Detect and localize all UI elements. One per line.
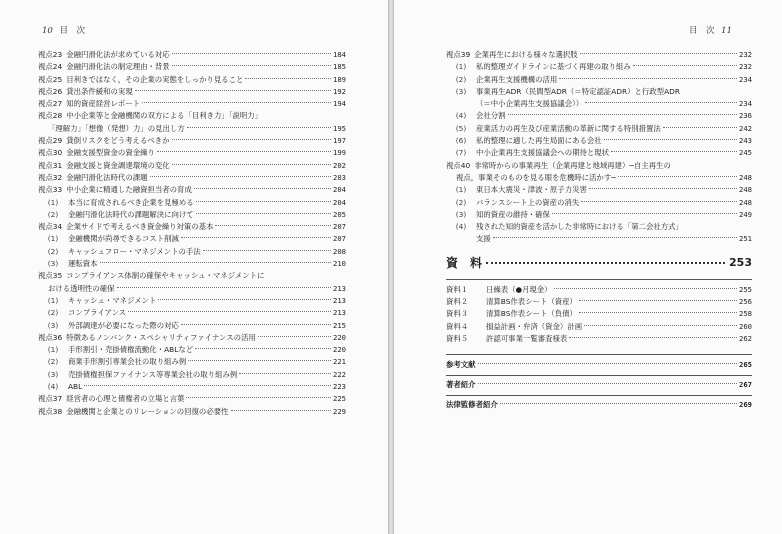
- toc-entry-number: 視点40: [446, 160, 471, 170]
- leader-dots: [158, 298, 331, 300]
- toc-entry[interactable]: [446, 209, 752, 221]
- toc-entry[interactable]: [38, 135, 346, 147]
- toc-entry-title: コンプライアンス体制の確保やキャッシュ・マネジメントに: [66, 271, 265, 281]
- back-matter-divider: [446, 395, 752, 396]
- toc-entry-title: 貸出条件緩和の実現: [66, 86, 133, 96]
- toc-entry-title: 参考文献: [446, 360, 476, 370]
- toc-entry-page: 236: [739, 111, 752, 121]
- toc-entry-title: 非常時からの事業再生（企業再建と地域再建）─自主再生の: [474, 160, 671, 170]
- toc-entry-title: 清算BS作表シート（資産）: [486, 297, 577, 307]
- toc-entry-number: (2): [47, 209, 59, 219]
- toc-entry-page: 269: [739, 400, 752, 410]
- toc-entry-number: (2): [47, 308, 59, 318]
- running-head-right: [689, 24, 736, 36]
- leader-dots: [215, 224, 331, 226]
- back-matter-list: [446, 359, 752, 413]
- toc-entry[interactable]: [38, 221, 346, 233]
- leader-dots: [585, 101, 737, 103]
- toc-entry-page: 204: [333, 197, 346, 207]
- toc-entry-number: (2): [455, 74, 467, 84]
- toc-entry-page: 207: [333, 222, 346, 232]
- running-head-left: [38, 24, 85, 36]
- leader-dots: [508, 113, 737, 115]
- leader-dots: [172, 138, 332, 140]
- toc-entry-page: 215: [333, 320, 346, 330]
- toc-entry[interactable]: [38, 98, 346, 110]
- leader-dots: [554, 287, 737, 289]
- toc-entry-number: (3): [455, 86, 467, 96]
- leader-dots: [181, 236, 331, 238]
- toc-entry[interactable]: [38, 147, 346, 159]
- toc-entry-number: 視点24: [38, 62, 63, 72]
- leader-dots: [172, 52, 331, 54]
- toc-entry[interactable]: [38, 74, 346, 86]
- toc-entry[interactable]: [38, 295, 346, 307]
- leader-dots: [186, 396, 331, 398]
- leader-dots: [559, 77, 737, 79]
- toc-entry-page: 232: [739, 62, 752, 72]
- toc-entry-number: (1): [47, 234, 59, 244]
- toc-entry-number: 視点26: [38, 86, 63, 96]
- toc-entry-title: 視点，事業そのものを見る眼を危機時に活かす─: [456, 172, 616, 182]
- toc-entry-number: (6): [455, 136, 467, 146]
- toc-entry-number: (2): [47, 357, 59, 367]
- leader-dots: [478, 362, 737, 364]
- toc-entry-number: 資料４: [446, 321, 469, 331]
- toc-entry-page: 265: [739, 360, 752, 370]
- toc-entry[interactable]: [446, 98, 752, 110]
- toc-entry[interactable]: [38, 307, 346, 319]
- toc-entry-title: キャッシュ・マネジメント: [68, 295, 157, 305]
- toc-entry-title: 法律監修者紹介: [446, 400, 498, 410]
- toc-entry[interactable]: [38, 393, 346, 405]
- toc-entry[interactable]: [446, 233, 752, 245]
- toc-entry-page: 258: [739, 309, 752, 319]
- toc-entry-number: (3): [47, 259, 59, 269]
- toc-entry-number: 視点35: [38, 271, 63, 281]
- toc-entry-title: 売掛債権担保ファイナンス等専業会社の取り組み例: [68, 369, 238, 379]
- toc-entry-number: 視点38: [38, 406, 63, 416]
- toc-entry[interactable]: [38, 406, 346, 418]
- toc-entry-number: 視点23: [38, 50, 63, 59]
- toc-entry[interactable]: [446, 49, 752, 61]
- toc-entry-title: ABL: [68, 382, 83, 392]
- leader-dots: [589, 187, 737, 189]
- leader-dots: [663, 126, 737, 128]
- toc-entry-page: 248: [739, 197, 752, 207]
- toc-entry-page: 251: [739, 234, 752, 244]
- toc-entry[interactable]: [38, 49, 346, 61]
- toc-entry-title: 本当に育成されるべき企業を見極める: [68, 197, 194, 207]
- appendix-entry[interactable]: [446, 284, 752, 296]
- toc-entry-page: 205: [333, 209, 346, 219]
- leader-dots: [604, 138, 737, 140]
- leader-dots: [142, 101, 331, 103]
- leader-dots: [135, 89, 331, 91]
- toc-entry-page: 202: [333, 160, 346, 170]
- toc-entry-number: (1): [455, 185, 467, 195]
- leader-dots: [172, 64, 331, 66]
- toc-entry-title: 中小企業に精通した融資担当者の育成: [66, 185, 192, 195]
- leader-dots: [195, 347, 331, 349]
- toc-entry-title: 著者紹介: [446, 380, 476, 390]
- toc-entry[interactable]: [446, 86, 752, 98]
- toc-entry-title: バランスシート上の資産の消失: [476, 197, 580, 207]
- toc-entry-page: 213: [333, 283, 346, 293]
- toc-entry-number: (1): [455, 62, 467, 72]
- appendix-heading: [446, 250, 752, 276]
- toc-entry[interactable]: [38, 320, 346, 332]
- toc-entry[interactable]: [446, 160, 752, 172]
- right-page: [394, 0, 782, 534]
- toc-entry-title: 金融機関が尚尋できるコスト削減: [68, 234, 179, 244]
- toc-entry[interactable]: [38, 369, 346, 381]
- toc-entry-number: (1): [47, 197, 59, 207]
- toc-entry-number: (3): [47, 369, 59, 379]
- leader-dots: [194, 187, 331, 189]
- toc-entry-page: 229: [333, 406, 346, 416]
- toc-entry-title: 中小企業等と金融機関の双方による「目利き力」「説明力」: [66, 111, 263, 121]
- toc-entry-number: 視点32: [38, 172, 63, 182]
- toc-entry[interactable]: [38, 344, 346, 356]
- toc-entry[interactable]: [446, 61, 752, 73]
- leader-dots: [584, 324, 737, 326]
- toc-entry-title: 金融支援と資金調達環境の変化: [66, 160, 170, 170]
- appendix-entry[interactable]: [446, 333, 752, 345]
- leader-dots: [580, 52, 737, 54]
- toc-entry[interactable]: [38, 172, 346, 184]
- toc-entry-page: 192: [333, 86, 346, 96]
- toc-entry-page: 260: [739, 321, 752, 331]
- toc-entry[interactable]: [38, 258, 346, 270]
- toc-entry[interactable]: [38, 283, 346, 295]
- toc-entry-title: 「理解力」「想像（発想）力」の見出し方: [48, 123, 185, 133]
- toc-entry-page: 208: [333, 246, 346, 256]
- appendix-entry[interactable]: [446, 321, 752, 333]
- leader-dots: [581, 200, 737, 202]
- toc-entry-title: 中小企業再生支援協議会への期待と現状: [476, 148, 610, 158]
- toc-entry-title: おける透明性の確保: [48, 283, 115, 293]
- toc-entry-title: コンプライアンス: [68, 308, 127, 318]
- toc-entry[interactable]: [38, 184, 346, 196]
- leader-dots: [493, 236, 737, 238]
- toc-entry-page: 220: [333, 345, 346, 355]
- toc-entry[interactable]: [446, 197, 752, 209]
- toc-entry-number: 視点25: [38, 74, 63, 84]
- toc-entry-number: 視点31: [38, 160, 63, 170]
- toc-entry-number: (2): [455, 197, 467, 207]
- leader-dots: [196, 200, 331, 202]
- back-matter-divider: [446, 375, 752, 376]
- toc-entry-title: 会社分割: [476, 111, 506, 121]
- toc-entry-title: 私的整理に適した再生局面にある会社: [476, 136, 602, 146]
- toc-entry-number: (2): [47, 246, 59, 256]
- toc-entry-number: (1): [47, 345, 59, 355]
- toc-list-right: [446, 49, 752, 413]
- leader-dots: [196, 212, 331, 214]
- appendix-page: 253: [729, 255, 752, 269]
- appendix-entry[interactable]: [446, 296, 752, 308]
- toc-entry-title: 産業活力の再生及び産業活動の革新に関する特別措置法: [476, 123, 661, 133]
- toc-entry-title: 経営者の心理と債権者の立場と言葉: [66, 394, 185, 404]
- toc-entry-page: 207: [333, 234, 346, 244]
- toc-entry-page: 223: [333, 382, 346, 392]
- toc-entry-number: 視点36: [38, 332, 63, 342]
- leader-dots: [486, 262, 725, 264]
- running-head-title: 目 次: [59, 26, 86, 36]
- leader-dots: [478, 382, 737, 384]
- toc-entry-page: 197: [333, 136, 346, 146]
- toc-entry[interactable]: [38, 110, 346, 122]
- toc-entry-title: 目利きではなく，その企業の実態をしっかり見ること: [66, 74, 244, 84]
- toc-entry[interactable]: [38, 209, 346, 221]
- toc-entry[interactable]: [446, 135, 752, 147]
- leader-dots: [203, 249, 331, 251]
- toc-entry[interactable]: [38, 197, 346, 209]
- back-matter-entry[interactable]: [446, 359, 752, 373]
- toc-entry-page: 262: [739, 333, 752, 343]
- toc-entry-page: 243: [739, 136, 752, 146]
- page-number: 11: [721, 26, 732, 36]
- toc-entry[interactable]: [38, 123, 346, 135]
- toc-entry-page: 213: [333, 295, 346, 305]
- leader-dots: [117, 286, 331, 288]
- toc-entry-page: 249: [739, 209, 752, 219]
- toc-entry-title: 支援: [476, 234, 491, 244]
- toc-entry-page: 199: [333, 148, 346, 158]
- toc-entry-page: 222: [333, 369, 346, 379]
- leader-dots: [84, 384, 331, 386]
- toc-entry-title: 商業手形割引専業会社の取り組み例: [68, 357, 187, 367]
- leader-dots: [579, 299, 737, 301]
- toc-entry-title: 金融機関と企業とのリレーションの回復の必要性: [66, 406, 229, 416]
- toc-entry-page: 184: [333, 50, 346, 59]
- toc-entry-title: 金融円滑化法の制定理由・背景: [66, 62, 170, 72]
- leader-dots: [245, 77, 331, 79]
- leader-dots: [569, 336, 737, 338]
- toc-entry-number: 視点33: [38, 185, 63, 195]
- toc-entry-number: 資料５: [446, 333, 469, 343]
- leader-dots: [611, 150, 737, 152]
- toc-entry-number: (4): [47, 382, 59, 392]
- toc-entry[interactable]: [38, 233, 346, 245]
- toc-entry-number: (7): [455, 148, 467, 158]
- appendix-entry[interactable]: [446, 308, 752, 320]
- toc-entry[interactable]: [38, 160, 346, 172]
- toc-entry-page: 221: [333, 357, 346, 367]
- toc-entry-title: 事業再生ADR（民間型ADR（＝特定認証ADR）と行政型ADR: [476, 86, 680, 96]
- toc-entry-title: 許認可事業一覧審査様表: [486, 333, 568, 343]
- toc-entry-number: 視点29: [38, 136, 63, 146]
- appendix-divider: [446, 279, 752, 280]
- toc-entry-page: 256: [739, 297, 752, 307]
- leader-dots: [187, 126, 331, 128]
- toc-entry-number: 資料１: [446, 284, 469, 294]
- toc-entry[interactable]: [38, 270, 346, 282]
- appendix-title: 資 料: [446, 255, 483, 270]
- toc-entry-title: 日繰表（●月現金）: [486, 284, 552, 294]
- leader-dots: [188, 359, 331, 361]
- toc-entry-number: 資料２: [446, 297, 469, 307]
- toc-entry-title: 知的資産の維持・確保: [476, 209, 550, 219]
- toc-entry-title: 損益計画・弁済（資金）計画: [486, 321, 583, 331]
- toc-entry-number: 視点34: [38, 222, 63, 232]
- toc-entry-title: 企業再生支援機構の活用: [476, 74, 558, 84]
- leader-dots: [181, 323, 331, 325]
- toc-entry[interactable]: [446, 123, 752, 135]
- toc-entry-number: 視点39: [446, 50, 471, 59]
- toc-entry-title: 貸倒リスクをどう考えるべきか: [66, 136, 170, 146]
- toc-entry[interactable]: [38, 332, 346, 344]
- toc-entry[interactable]: [38, 356, 346, 368]
- leader-dots: [633, 64, 737, 66]
- back-matter-entry[interactable]: [446, 399, 752, 413]
- toc-entry[interactable]: [446, 74, 752, 86]
- toc-entry-number: (4): [455, 222, 467, 232]
- toc-entry-page: 203: [333, 172, 346, 182]
- toc-entry-title: 外部調達が必要になった際の対応: [68, 320, 179, 330]
- toc-entry[interactable]: [446, 172, 752, 184]
- toc-entry-page: 248: [739, 185, 752, 195]
- toc-entry-title: 金融円滑化法時代の課題解決に向けて: [68, 209, 194, 219]
- toc-entry[interactable]: [38, 61, 346, 73]
- back-matter-divider: [446, 354, 752, 355]
- toc-entry-title: 運転資本: [68, 259, 98, 269]
- leader-dots: [552, 212, 737, 214]
- toc-entry-title: 金融支援型資金の資金繰り: [66, 148, 155, 158]
- toc-entry-page: 267: [739, 380, 752, 390]
- toc-entry-page: 234: [739, 99, 752, 109]
- leader-dots: [100, 261, 331, 263]
- toc-entry-page: 255: [739, 284, 752, 294]
- toc-entry-title: 東日本大震災・津波・原子力災害: [476, 185, 587, 195]
- toc-entry-number: (3): [47, 320, 59, 330]
- toc-entry-page: 248: [739, 172, 752, 182]
- toc-entries-right: [446, 49, 752, 246]
- toc-entry[interactable]: [38, 246, 346, 258]
- toc-entry-page: 225: [333, 394, 346, 404]
- leader-dots: [579, 311, 737, 313]
- toc-entry-page: 245: [739, 148, 752, 158]
- toc-entry-title: キャッシュフロー・マネジメントの手法: [68, 246, 201, 256]
- leader-dots: [239, 372, 331, 374]
- toc-entry-number: 視点28: [38, 111, 63, 121]
- toc-entry-title: 企業サイドで考えるべき資金繰り対策の基本: [66, 222, 214, 232]
- leader-dots: [258, 335, 331, 337]
- toc-entry-title: 残された知的資産を活かした非常時における「第二会社方式」: [476, 222, 683, 232]
- toc-entry[interactable]: [446, 184, 752, 196]
- leader-dots: [618, 175, 737, 177]
- toc-entry-page: 220: [333, 332, 346, 342]
- running-head-title: 目 次: [688, 26, 715, 36]
- toc-entry-number: 視点37: [38, 394, 63, 404]
- toc-entry-title: 金融円滑化法時代の課題: [66, 172, 148, 182]
- toc-entry-title: 知的資産経営レポート: [66, 99, 141, 109]
- toc-entry-page: 204: [333, 185, 346, 195]
- toc-entry[interactable]: [38, 381, 346, 393]
- toc-entry[interactable]: [446, 221, 752, 233]
- toc-entry-page: 189: [333, 74, 346, 84]
- toc-entry-page: 195: [333, 123, 346, 133]
- toc-entry[interactable]: [38, 86, 346, 98]
- toc-entry-page: 234: [739, 74, 752, 84]
- page-number: 10: [42, 26, 53, 36]
- toc-entry-page: 213: [333, 308, 346, 318]
- toc-entry-page: 194: [333, 99, 346, 109]
- toc-entry-page: 242: [739, 123, 752, 133]
- toc-entry[interactable]: [446, 147, 752, 159]
- toc-entry-title: 清算BS作表シート（負債）: [486, 309, 577, 319]
- toc-entry-number: 視点30: [38, 148, 63, 158]
- leader-dots: [128, 310, 331, 312]
- toc-entry-page: 232: [739, 50, 752, 59]
- toc-entry-number: (5): [455, 123, 467, 133]
- leader-dots: [172, 163, 331, 165]
- back-matter-entry[interactable]: [446, 379, 752, 393]
- leader-dots: [500, 402, 737, 404]
- toc-entry-number: 資料３: [446, 309, 469, 319]
- toc-entry-title: （＝中小企業再生支援協議会））: [476, 99, 584, 109]
- toc-entry-number: (3): [455, 209, 467, 219]
- toc-entry-title: 私的整理ガイドラインに基づく再建の取り組み: [476, 62, 631, 72]
- leader-dots: [231, 409, 332, 411]
- toc-entry-number: (1): [47, 295, 59, 305]
- toc-list-left: [38, 49, 346, 418]
- toc-entry-title: 企業再生における様々な選択肢: [474, 50, 578, 59]
- toc-entry-page: 210: [333, 259, 346, 269]
- toc-entry-title: 金融円滑化法が求めている対応: [66, 50, 170, 59]
- toc-entry-page: 185: [333, 62, 346, 72]
- toc-entry-title: 手形割引・売掛債権流動化・ABLなど: [68, 345, 194, 355]
- toc-entry-number: (4): [455, 111, 467, 121]
- appendix-list: [446, 284, 752, 345]
- spacer: [446, 345, 752, 352]
- leader-dots: [157, 150, 331, 152]
- toc-entry-title: 特徴あるノンバンク・スペシャリティファイナンスの活用: [66, 332, 256, 342]
- toc-entry-number: 視点27: [38, 99, 63, 109]
- leader-dots: [150, 175, 332, 177]
- toc-entry[interactable]: [446, 110, 752, 122]
- left-page: [0, 0, 388, 534]
